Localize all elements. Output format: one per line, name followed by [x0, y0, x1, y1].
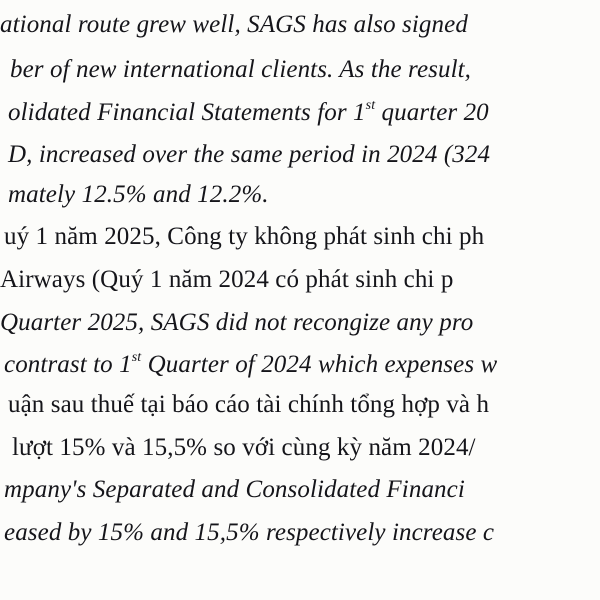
text-line-11: lượt 15% và 15,5% so với cùng kỳ năm 2024/ [12, 434, 476, 461]
text-line-9 [4, 350, 497, 384]
text-line-7: Airways (Quý 1 năm 2024 có phát sinh chi p [0, 266, 454, 293]
text-line-9-tail: Quarter of 2024 which expenses w [141, 351, 498, 378]
text-line-12: mpany's Separated and Consolidated Financi [4, 476, 465, 503]
text-line-10: uận sau thuế tại báo cáo tài chính tổng hợp và h [8, 391, 490, 418]
text-line-1: ational route grew well, SAGS has also signed [0, 11, 468, 38]
text-line-4: D, increased over the same period in 2024 (324 [8, 141, 491, 168]
text-line-8: Quarter 2025, SAGS did not recongize any pro [0, 309, 474, 336]
text-line-9-main: contrast to 1 [4, 351, 132, 378]
text-line-5: mately 12.5% and 12.2%. [8, 181, 269, 208]
text-line-13: eased by 15% and 15,5% respectively increase c [4, 519, 495, 546]
text-line-3-main: olidated Financial Statements for 1 [8, 99, 366, 126]
superscript-st: st [365, 98, 376, 113]
text-line-3-tail: quarter 20 [375, 99, 489, 126]
text-line-2: ber of new international clients. As the result, [10, 56, 472, 83]
text-line-3 [8, 98, 489, 132]
superscript-st-2: st [131, 350, 142, 365]
text-line-6: uý 1 năm 2025, Công ty không phát sinh chi ph [4, 223, 485, 250]
